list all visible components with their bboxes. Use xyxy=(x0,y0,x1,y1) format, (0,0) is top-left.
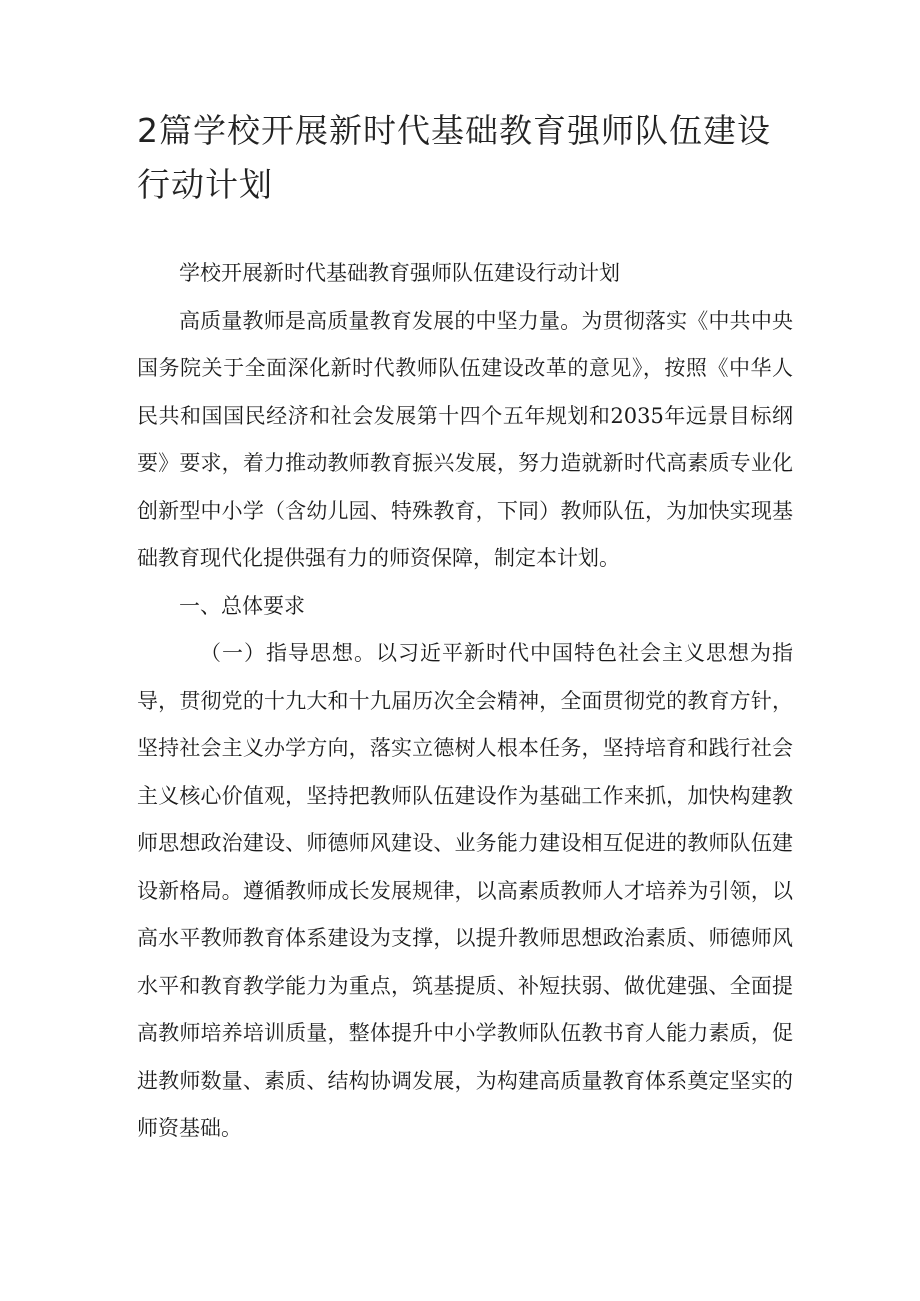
paragraph-guiding-ideology: （一）指导思想。以习近平新时代中国特色社会主义思想为指导，贯彻党的十九大和十九届历次全会精神，全面贯彻党的教育方针，坚持社会主义办学方向，落实立德树人根本任务，坚持培育和践行社会主义核心价值观，坚持把教师队伍建设作为基础工作来抓，加快构建教师思想政治建设、师德师风建设、业务能力建设相互促进的教师队伍建设新格局。遵循教师成长发展规律，以高素质教师人才培养为引领，以高水平教师教育体系建设为支撑，以提升教师思想政治素质、师德师风水平和教育教学能力为重点，筑基提质、补短扶弱、做优建强、全面提高教师培养培训质量，整体提升中小学教师队伍教书育人能力素质，促进教师数量、素质、结构协调发展，为构建高质量教育体系奠定坚实的师资基础。 xyxy=(137,641,793,1140)
document-subtitle: 学校开展新时代基础教育强师队伍建设行动计划 xyxy=(179,261,620,285)
document-title: 2篇学校开展新时代基础教育强师队伍建设行动计划 xyxy=(137,111,771,204)
section-heading-general-requirements: 一、总体要求 xyxy=(179,593,305,618)
document-body xyxy=(137,250,793,1153)
intro-paragraph: 高质量教师是高质量教育发展的中坚力量。为贯彻落实《中共中央国务院关于全面深化新时代教师队伍建设改革的意见》，按照《中华人民共和国国民经济和社会发展第十四个五年规划和2035年远景目标纲要》要求，着力推动教师教育振兴发展，努力造就新时代高素质专业化创新型中小学（含幼儿园、特殊教育，下同）教师队伍，为加快实现基础教育现代化提供强有力的师资保障，制定本计划。 xyxy=(137,308,793,570)
